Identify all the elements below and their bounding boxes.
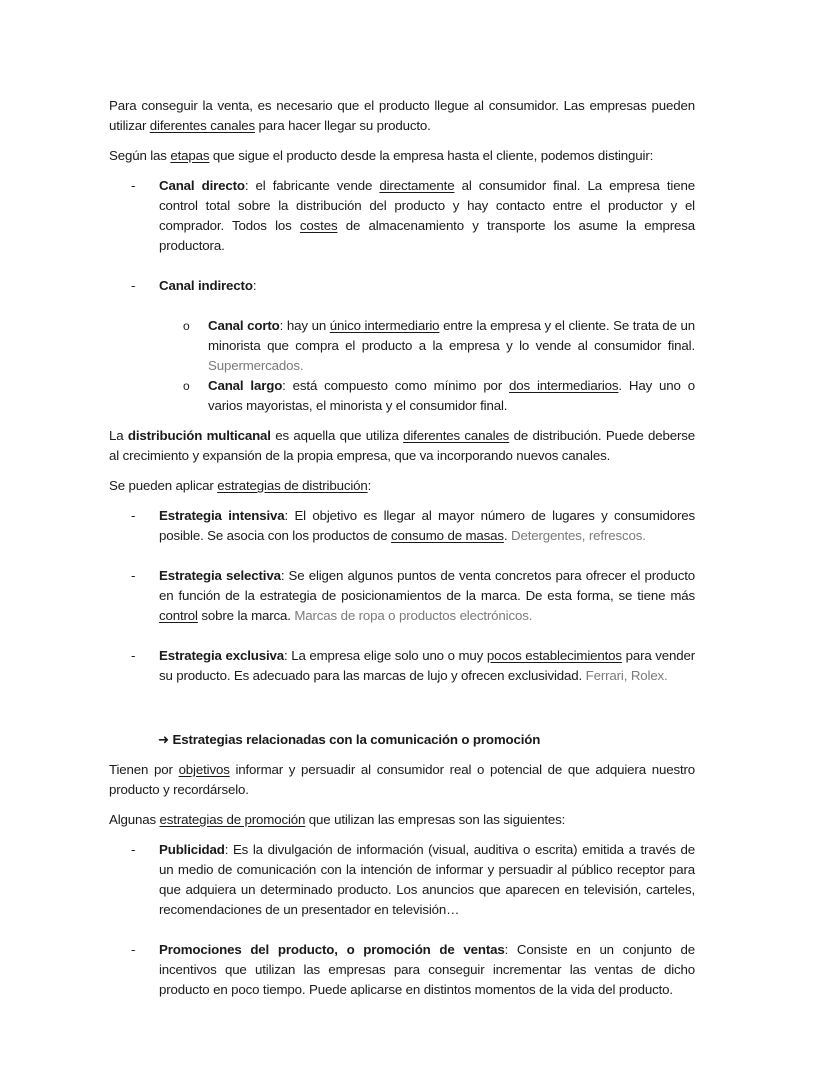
text: : el fabricante vende <box>244 178 380 193</box>
list-item-estrategia-exclusiva <box>109 646 695 686</box>
text: al consumidor final. La empresa tiene control total sobre la distribución del producto y hay contacto entre el productor y el comprador. Todos los <box>159 178 695 233</box>
text: Para conseguir la venta, es necesario que el producto llegue al consumidor. Las empresas pueden utilizar <box>109 98 695 133</box>
underlined-term: pocos establecimientos <box>486 648 622 663</box>
document-page <box>109 96 695 1000</box>
dash-bullet-icon: - <box>131 648 136 663</box>
list-item-canal-indirecto <box>109 276 695 296</box>
item-title: Canal indirecto <box>159 278 253 293</box>
underlined-term: costes <box>299 218 338 233</box>
text: para vender su producto. Es adecuado para las marcas de lujo y ofrecen exclusividad. <box>159 648 696 683</box>
strategies-intro <box>109 476 695 496</box>
text: que utilizan las empresas son las siguientes: <box>305 812 566 827</box>
dash-bullet-icon: - <box>131 178 136 193</box>
underlined-term: directamente <box>379 178 455 193</box>
underlined-term: estrategias de promoción <box>159 812 306 827</box>
underlined-term: diferentes canales <box>149 118 256 133</box>
circle-bullet-icon: o <box>183 379 190 393</box>
text: que sigue el producto desde la empresa hasta el cliente, podemos distinguir: <box>209 148 654 163</box>
list-item-publicidad <box>109 840 695 920</box>
section-heading-promocion: ➜ Estrategias relacionadas con la comunicación o promoción <box>158 732 541 747</box>
list-item-estrategia-selectiva <box>109 566 695 626</box>
etapas-paragraph <box>109 146 695 166</box>
text: de distribución. Puede deberse al crecimiento y expansión de la propia empresa, que va incorporando nuevos canales. <box>109 428 695 463</box>
underlined-term: único intermediario <box>329 318 440 333</box>
text: Tienen por <box>109 762 179 777</box>
dash-bullet-icon: - <box>131 942 136 957</box>
item-title: Promociones del producto, o promoción de ventas <box>159 942 505 957</box>
sublist-item-canal-corto <box>109 316 695 376</box>
text: informar y persuadir al consumidor real o potencial de que adquiera nuestro producto y recordárselo. <box>109 762 696 797</box>
underlined-term: consumo de masas <box>391 528 504 543</box>
list-item-canal-directo <box>109 176 695 256</box>
underlined-term: etapas <box>170 148 210 163</box>
text: . <box>503 528 512 543</box>
intro-paragraph <box>109 96 695 136</box>
item-title: Estrategia exclusiva <box>159 648 284 663</box>
text: Se pueden aplicar <box>109 478 218 493</box>
circle-bullet-icon: o <box>183 319 190 333</box>
text: entre la empresa y el cliente. Se trata de un minorista que compra el producto a la empresa y lo vende al consumidor final. <box>208 318 696 353</box>
item-title: Canal corto <box>208 318 280 333</box>
text: : La empresa elige solo uno o muy <box>284 648 487 663</box>
example-text: Supermercados. <box>208 358 304 373</box>
example-text: Ferrari, Rolex. <box>585 668 668 683</box>
item-title: Canal directo <box>159 178 245 193</box>
sublist-item-canal-largo <box>109 376 695 416</box>
promo-intro-paragraph <box>109 760 695 800</box>
underlined-term: diferentes canales <box>403 428 510 443</box>
item-title: Publicidad <box>159 842 225 857</box>
text: La <box>109 428 128 443</box>
underlined-term: estrategias de distribución <box>217 478 368 493</box>
text: Algunas <box>109 812 160 827</box>
text: : está compuesto como mínimo por <box>282 378 510 393</box>
underlined-term: objetivos <box>178 762 230 777</box>
text: : <box>252 278 257 293</box>
item-title: Canal largo <box>208 378 283 393</box>
text: Según las <box>109 148 171 163</box>
text: : <box>367 478 372 493</box>
text: sobre la marca. <box>197 608 295 623</box>
text: : Se eligen algunos puntos de venta concretos para ofrecer el producto en función de la estrategia de posicionamientos de la marca. De esta forma, se tiene más <box>159 568 695 603</box>
dash-bullet-icon: - <box>131 568 136 583</box>
dash-bullet-icon: - <box>131 842 136 857</box>
text: : El objetivo es llegar al mayor número de lugares y consumidores posible. Se asocia con los productos de <box>159 508 695 543</box>
dash-bullet-icon: - <box>131 278 136 293</box>
text: : Es la divulgación de información (visual, auditiva o escrita) emitida a través de un medio de comunicación con la intención de informar y persuadir al público receptor para que adquiera un determinado producto. Los anuncios que aparecen en televisión, carteles, recomendaciones de un presentador en televisión… <box>159 842 695 917</box>
item-title: Estrategia intensiva <box>159 508 285 523</box>
text: para hacer llegar su producto. <box>255 118 431 133</box>
text: es aquella que utiliza <box>270 428 404 443</box>
multicanal-paragraph <box>109 426 695 466</box>
example-text: Marcas de ropa o productos electrónicos. <box>294 608 533 623</box>
promo-list-intro <box>109 810 695 830</box>
underlined-term: control <box>159 608 198 623</box>
text: : Consiste en un conjunto de incentivos que utilizan las empresas para conseguir incrementar las ventas de dicho producto en poco tiempo. Puede aplicarse en distintos momentos de la vida del producto. <box>159 942 696 997</box>
text: . Hay uno o varios mayoristas, el minorista y el consumidor final. <box>208 378 695 413</box>
example-text: Detergentes, refrescos. <box>511 528 646 543</box>
dash-bullet-icon: - <box>131 508 136 523</box>
list-item-promocion-ventas <box>109 940 695 1000</box>
text: : hay un <box>279 318 330 333</box>
list-item-estrategia-intensiva <box>109 506 695 546</box>
text: de almacenamiento y transporte los asume la empresa productora. <box>159 218 695 253</box>
item-title: Estrategia selectiva <box>159 568 281 583</box>
bold-term: distribución multicanal <box>127 428 271 443</box>
underlined-term: dos intermediarios <box>509 378 619 393</box>
